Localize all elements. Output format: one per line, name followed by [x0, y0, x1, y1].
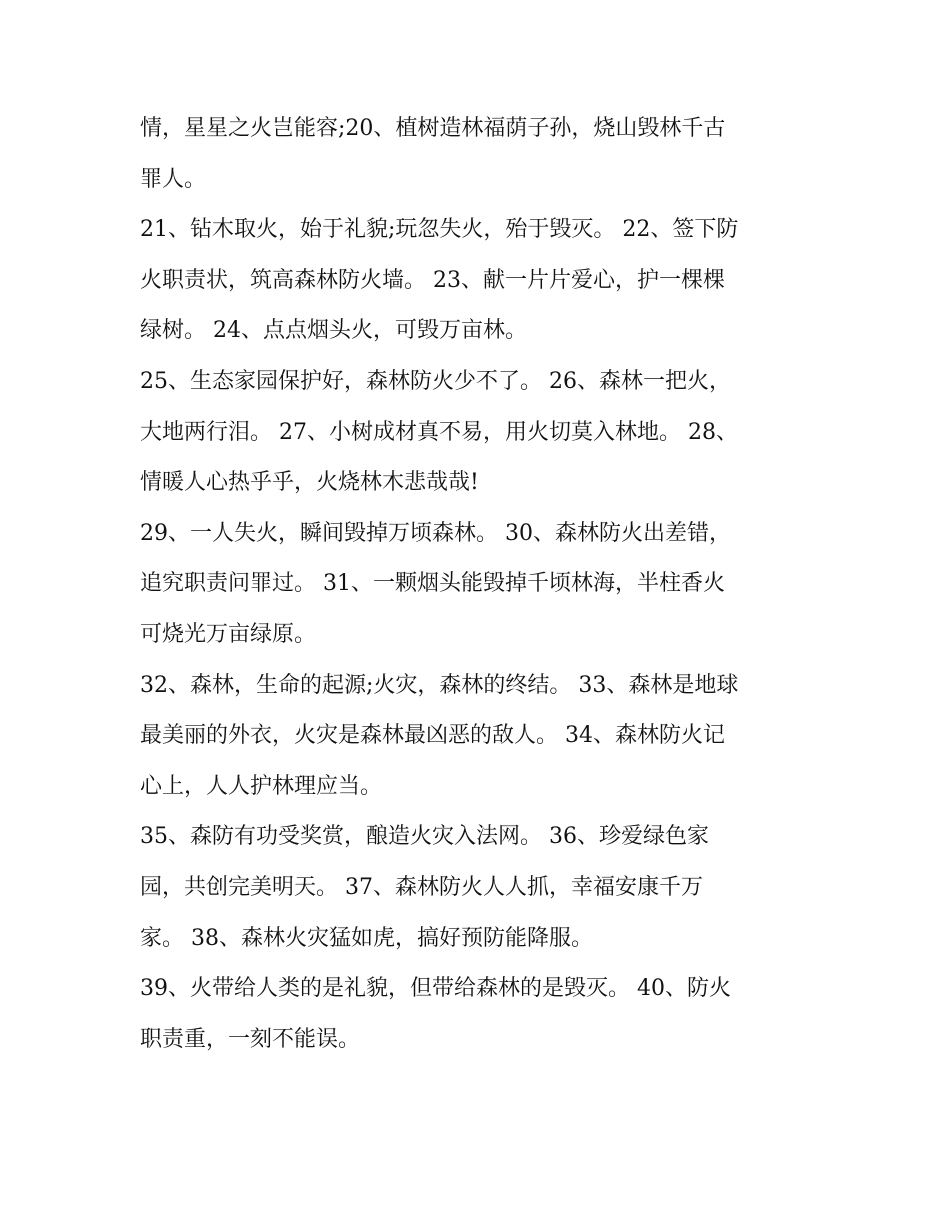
text-line: 家。 38、森林火灾猛如虎，搞好预防能降服。 — [140, 925, 593, 951]
text-line: 情，星星之火岂能容;20、植树造林福荫子孙，烧山毁林千古 — [140, 116, 726, 141]
text-line: 32、森林，生命的起源;火灾，森林的终结。 33、森林是地球 — [140, 672, 739, 698]
text-line: 追究职责问罪过。 31、一颗烟头能毁掉千顷林海，半柱香火 — [140, 571, 725, 597]
text-line: 最美丽的外衣，火灾是森林最凶恶的敌人。 34、森林防火记 — [140, 723, 725, 749]
paragraph-slogans-35-38 — [140, 812, 810, 964]
text-line: 园，共创完美明天。 37、森林防火人人抓，幸福安康千万 — [140, 874, 703, 900]
text-line: 29、一人失火，瞬间毁掉万顷森林。 30、森林防火出差错， — [140, 520, 731, 546]
paragraph-slogans-21-24 — [140, 205, 810, 357]
text-line: 35、森防有功受奖赏，酿造火灾入法网。 36、珍爱绿色家 — [140, 824, 709, 850]
text-line: 25、生态家园保护好，森林防火少不了。 26、森林一把火， — [140, 368, 731, 394]
text-line: 心上，人人护林理应当。 — [140, 773, 383, 799]
text-line: 火职责状，筑高森林防火墙。 23、献一片片爱心，护一棵棵 — [140, 267, 725, 293]
text-line: 39、火带给人类的是礼貌，但带给森林的是毁灭。 40、防火 — [140, 976, 731, 1002]
text-line: 罪人。 — [140, 166, 207, 192]
text-line: 21、钻木取火，始于礼貌;玩忽失火，殆于毁灭。 22、签下防 — [140, 217, 739, 243]
paragraph-slogans-32-34 — [140, 661, 810, 813]
paragraph-slogans-19-20 — [140, 104, 810, 205]
text-line: 大地两行泪。 27、小树成材真不易，用火切莫入林地。 28、 — [140, 419, 738, 445]
text-line: 绿树。 24、点点烟头火，可毁万亩林。 — [140, 318, 527, 344]
paragraph-slogans-29-31 — [140, 509, 810, 661]
text-line: 职责重，一刻不能误。 — [140, 1026, 361, 1052]
text-line: 可烧光万亩绿原。 — [140, 621, 317, 647]
text-line: 情暖人心热乎乎，火烧林木悲哉哉! — [140, 470, 479, 496]
paragraph-slogans-25-28 — [140, 357, 810, 509]
paragraph-slogans-39-40 — [140, 964, 810, 1065]
document-body — [140, 104, 810, 1065]
